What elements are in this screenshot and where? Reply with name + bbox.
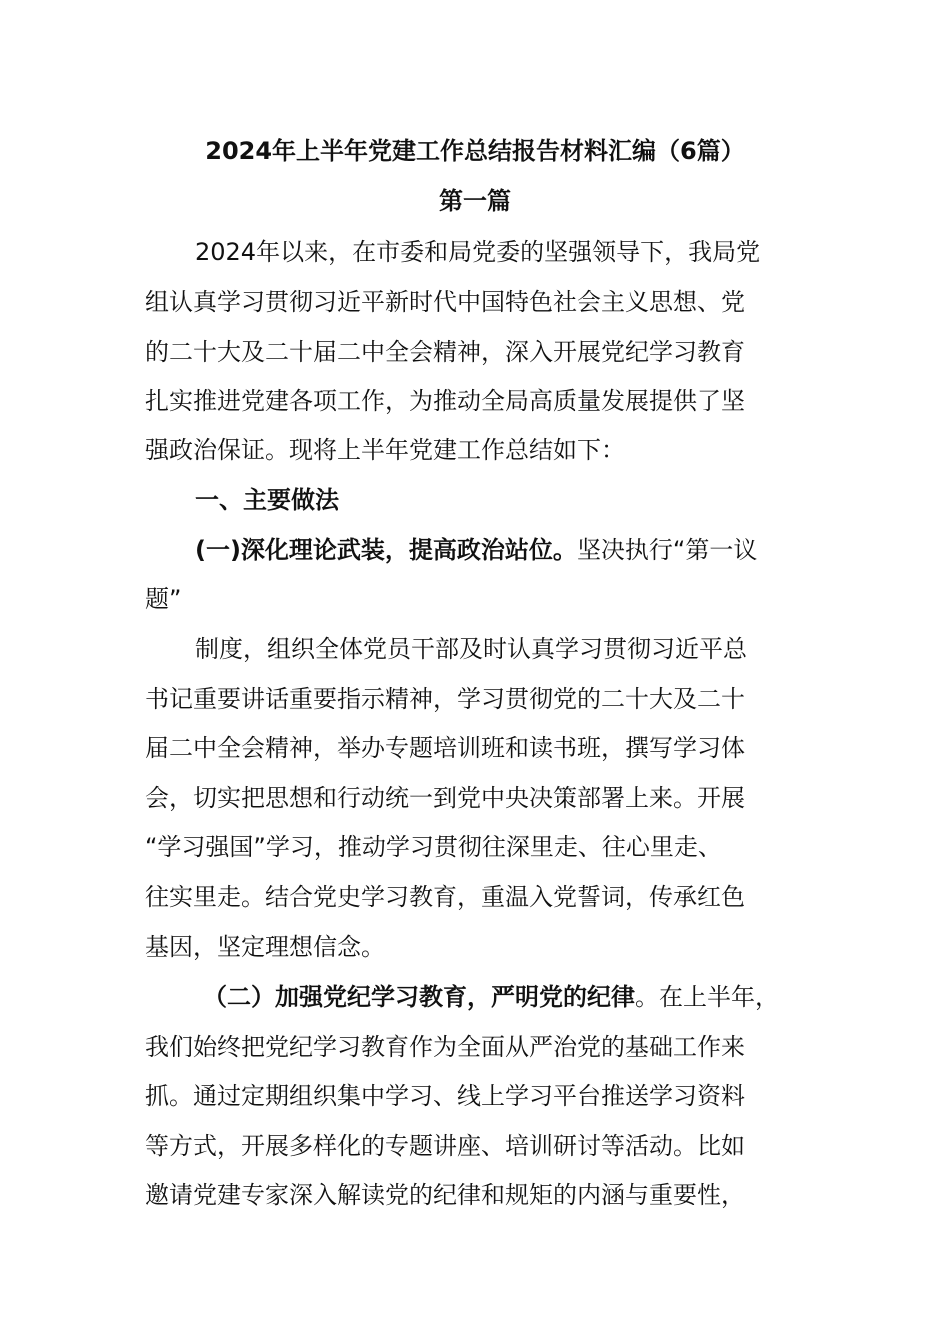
item-heading: （二）加强党纪学习教育，严明党的纪律	[203, 983, 635, 1011]
document-title: 2024年上半年党建工作总结报告材料汇编（6篇）	[205, 137, 745, 165]
paragraph-line: 书记重要讲话重要指示精神，学习贯彻党的二十大及二十	[145, 685, 745, 713]
document-subtitle: 第一篇	[439, 187, 511, 215]
paragraph-line: 强政治保证。现将上半年党建工作总结如下：	[145, 436, 625, 464]
item-heading-line	[145, 981, 825, 1013]
paragraph-line: 往实里走。结合党史学习教育，重温入党誓词，传承红色	[145, 883, 745, 911]
paragraph-line: 制度，组织全体党员干部及时认真学习贯彻习近平总	[195, 635, 747, 663]
paragraph-line: 我们始终把党纪学习教育作为全面从严治党的基础工作来	[145, 1033, 745, 1061]
paragraph-line: 会，切实把思想和行动统一到党中央决策部署上来。开展	[145, 784, 745, 812]
item-text: 。在上半年，	[635, 983, 779, 1011]
paragraph-line: 题”	[145, 585, 182, 613]
section-heading: 一、主要做法	[195, 486, 339, 514]
paragraph-line: 基因，坚定理想信念。	[145, 933, 385, 961]
paragraph-line: “学习强国”学习，推动学习贯彻往深里走、往心里走、	[145, 833, 722, 861]
paragraph-line: 邀请党建专家深入解读党的纪律和规矩的内涵与重要性，	[145, 1181, 745, 1209]
paragraph-line: 2024年以来，在市委和局党委的坚强领导下，我局党	[195, 238, 761, 266]
paragraph-line: 扎实推进党建各项工作，为推动全局高质量发展提供了坚	[145, 387, 745, 415]
item-heading: (一)深化理论武装，提高政治站位。	[195, 536, 577, 564]
paragraph-line: 届二中全会精神，举办专题培训班和读书班，撰写学习体	[145, 734, 745, 762]
paragraph-line: 抓。通过定期组织集中学习、线上学习平台推送学习资料	[145, 1082, 745, 1110]
item-text: 坚决执行“第一议	[576, 536, 758, 564]
paragraph-line: 等方式，开展多样化的专题讲座、培训研讨等活动。比如	[145, 1132, 745, 1160]
paragraph-line: 的二十大及二十届二中全会精神，深入开展党纪学习教育	[145, 338, 745, 366]
item-heading-line	[145, 534, 825, 566]
paragraph-line: 组认真学习贯彻习近平新时代中国特色社会主义思想、党	[145, 288, 745, 316]
